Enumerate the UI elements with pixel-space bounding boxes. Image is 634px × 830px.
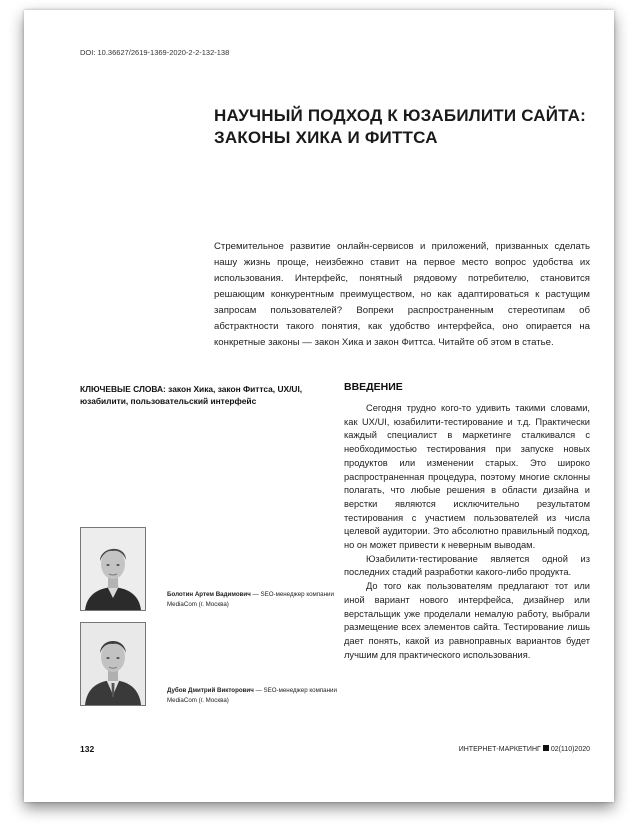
- body-text: [344, 402, 590, 662]
- doi: DOI: 10.36627/2619-1369-2020-2-2-132-138: [80, 48, 230, 57]
- square-separator-icon: [543, 745, 549, 751]
- journal-name: ИНТЕРНЕТ-МАРКЕТИНГ: [458, 746, 541, 753]
- journal-page: [24, 10, 614, 802]
- keywords: [80, 383, 330, 407]
- section-title: ВВЕДЕНИЕ: [344, 381, 403, 393]
- author-2: [167, 686, 337, 706]
- author-photo-1: [80, 527, 146, 611]
- keywords-label: КЛЮЧЕВЫЕ СЛОВА:: [80, 384, 166, 394]
- page-number: 132: [80, 744, 95, 754]
- paragraph: Юзабилити-тестирование является одной из последних стадий разработки какого-либо продукта.: [344, 553, 590, 578]
- title-line-1: НАУЧНЫЙ ПОДХОД К ЮЗАБИЛИТИ САЙТА:: [214, 106, 587, 125]
- author-2-role: — SEO-менеджер компании MediaCom (г. Москва): [167, 687, 337, 704]
- author-1-name: Болотин Артем Вадимович: [167, 591, 251, 598]
- author-2-name: Дубов Дмитрий Викторович: [167, 687, 254, 694]
- author-1-role: — SEO-менеджер компании MediaCom (г. Москва): [167, 591, 334, 608]
- title-line-2: ЗАКОНЫ ХИКА И ФИТТСА: [214, 128, 438, 147]
- journal-footer: [459, 745, 590, 753]
- abstract: Стремительное развитие онлайн-сервисов и приложений, призванных сделать нашу жизнь проще, неизбежно ставит на первое место вопрос удобства их использования. Интерфейс, понятный рядовому потребителю, становится решающим конкурентным преимуществом, но как адаптироваться к растущим запросам пользователей? Вопреки распространенным стереотипам об абстрактности такого понятия, как удобство интерфейса, оно опирается на конкретные законы — закон Хика и закон Фиттса. Читайте об этом в статье.: [214, 241, 590, 348]
- keywords-text: закон Хика, закон Фиттса, UX/UI, юзабилити, пользовательский интерфейс: [80, 384, 303, 406]
- paragraph: Сегодня трудно кого-то удивить такими словами, как UX/UI, юзабилити-тестирование и т.д. Практически каждый специалист в маркетинге сталкивался с необходимостью тестирования при запуске новых продуктов или изменении старых. Это широко распространенная процедура, поэтому многие склонны полагать, что любые решения в области дизайна и верстки являются исключительно результатом тестирования с участием пользователей из числа целевой аудитории. Это абсолютно правильный подход, но он может привести к неверным выводам.: [344, 403, 590, 551]
- author-photo-2: [80, 622, 146, 706]
- author-1: [167, 590, 337, 610]
- journal-issue: 02(110)2020: [550, 746, 590, 753]
- paragraph: До того как пользователям предлагают тот или иной вариант нового интерфейса, дизайнер или верстальщик уже проделали немалую работу, выбрали размещение всех элементов сайта. Тестирование лишь дает понять, какой из равноправных вариантов будет лучшим для практического использования.: [344, 581, 590, 660]
- article-title: [214, 105, 594, 149]
